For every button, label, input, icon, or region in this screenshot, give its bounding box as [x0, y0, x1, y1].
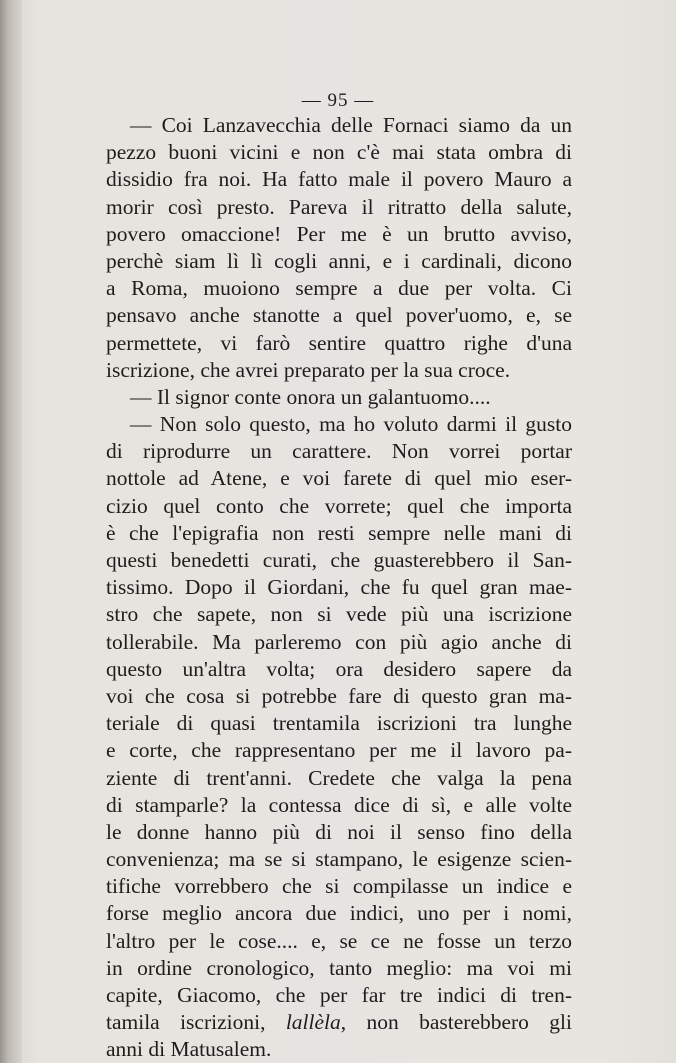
text-line: voi che cosa si potrebbe fare di questo gran ma- [106, 683, 572, 708]
text-line: a Roma, muoiono sempre a due per volta. Ci [106, 276, 572, 301]
text-line: le donne hanno più di noi il senso fino della [106, 819, 572, 844]
text-line: iscrizione, che avrei preparato per la sua croce. [106, 357, 511, 382]
text-line: pensavo anche stanotte a quel pover'uomo, e, se [106, 303, 572, 328]
text-line: è che l'epigrafia non resti sempre nelle mani di [106, 520, 572, 545]
text-segment: , non basterebbero gli [340, 1010, 572, 1035]
text-line: cizio quel conto che vorrete; quel che importa [106, 493, 572, 518]
body-text [106, 112, 572, 1063]
text-line: pezzo buoni vicini e non c'è mai stata ombra di [106, 140, 572, 165]
text-line: povero omaccione! Per me è un brutto avviso, [106, 221, 572, 246]
page-number: — 95 — [301, 90, 375, 111]
text-line: tissimo. Dopo il Giordani, che fu quel gran mae- [106, 575, 572, 600]
text-line: questi benedetti curati, che guasterebbero il San- [106, 548, 572, 572]
text-line: tollerabile. Ma parleremo con più agio anche di [106, 629, 572, 654]
text-line: ziente di trent'anni. Credete che valga la pena [106, 765, 572, 790]
text-line: — Il signor conte onora un galantuomo.... [130, 384, 491, 409]
text-line: convenienza; ma se si stampano, le esigenze scien- [106, 847, 572, 872]
page-spine-shadow [0, 0, 22, 1063]
text-line: stro che sapete, non si vede più una iscrizione [106, 602, 572, 627]
text-line: morir così presto. Pareva il ritratto della salute, [106, 194, 572, 219]
text-line: questo un'altra volta; ora desidero sapere da [106, 656, 572, 681]
text-line: e corte, che rappresentano per me il lavoro pa- [106, 738, 572, 763]
text-line: tifiche vorrebbero che si compilasse un indice e [106, 874, 572, 899]
text-line: capite, Giacomo, che per far tre indici di tren- [106, 983, 572, 1007]
text-line: nottole ad Atene, e voi farete di quel mio eser- [106, 466, 572, 491]
text-line: l'altro per le cose.... e, se ce ne fosse un terzo [106, 928, 572, 953]
text-line: dissidio fra noi. Ha fatto male il povero Mauro a [106, 167, 572, 192]
text-line: — Coi Lanzavecchia delle Fornaci siamo da un [130, 113, 572, 137]
italic-word: lallèla [285, 1010, 341, 1035]
text-line: perchè siam lì lì cogli anni, e i cardinali, dicono [106, 248, 572, 273]
text-line: forse meglio ancora due indici, uno per i nomi, [106, 901, 572, 926]
text-line: in ordine cronologico, tanto meglio: ma voi mi [106, 955, 572, 980]
text-line: di riprodurre un carattere. Non vorrei portar [106, 439, 572, 464]
text-line: teriale di quasi trentamila iscrizioni tra lunghe [106, 711, 572, 736]
text-segment: tamila iscrizioni, [106, 1010, 266, 1035]
text-line: — Non solo questo, ma ho voluto darmi il gusto [130, 412, 572, 437]
text-line: permettete, vi farò sentire quattro righe d'una [106, 330, 572, 355]
text-line: anni di Matusalem. [106, 1037, 272, 1062]
text-line-mixed [106, 1009, 572, 1036]
text-line: di stamparle? la contessa dice di sì, e alle volte [106, 792, 572, 817]
